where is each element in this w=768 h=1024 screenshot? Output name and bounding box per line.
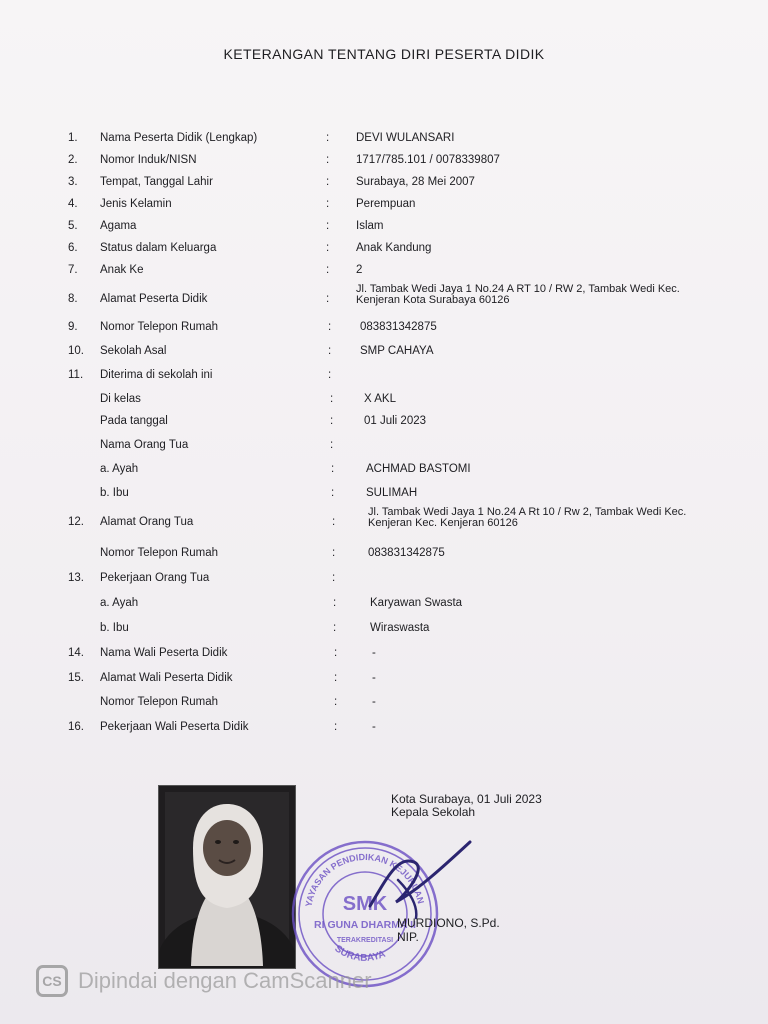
- row-number: 15.: [68, 672, 84, 684]
- row-label: a. Ayah: [100, 463, 139, 475]
- row-value: 083831342875: [360, 321, 437, 333]
- row-colon: :: [326, 293, 330, 305]
- row-label: Nama Peserta Didik (Lengkap): [100, 132, 258, 144]
- row-number: 4.: [68, 198, 78, 210]
- row-label: b. Ibu: [100, 622, 129, 634]
- row-number: 6.: [68, 242, 78, 254]
- row-colon: :: [334, 647, 338, 659]
- row-label: Nomor Telepon Rumah: [100, 547, 219, 559]
- form-row: [68, 571, 748, 591]
- row-label: Nomor Telepon Rumah: [100, 321, 219, 333]
- row-label: Nama Orang Tua: [100, 439, 189, 451]
- form-row: [68, 720, 748, 740]
- row-value: -: [372, 647, 376, 659]
- row-label: Alamat Peserta Didik: [100, 293, 208, 305]
- row-colon: :: [331, 487, 335, 499]
- document-title: KETERANGAN TENTANG DIRI PESERTA DIDIK: [223, 46, 545, 62]
- form-row: [68, 175, 748, 195]
- row-value: Karyawan Swasta: [370, 597, 463, 609]
- row-number: 5.: [68, 220, 78, 232]
- row-value: SULIMAH: [366, 487, 418, 499]
- signature-role: Kepala Sekolah: [391, 805, 476, 819]
- form-row: [68, 506, 748, 535]
- row-label: Pekerjaan Orang Tua: [100, 572, 210, 584]
- row-value-line: Jl. Tambak Wedi Jaya 1 No.24 A RT 10 / RW 2, Tambak Wedi Kec.: [356, 283, 680, 295]
- form-row: [68, 219, 748, 239]
- row-number: 11.: [68, 369, 84, 381]
- row-value: 01 Juli 2023: [364, 415, 427, 427]
- form-row: [68, 153, 748, 173]
- row-colon: :: [332, 572, 336, 584]
- row-value: -: [372, 721, 376, 733]
- form-row: [68, 546, 748, 566]
- row-colon: :: [330, 415, 334, 427]
- form-row: [68, 486, 748, 506]
- signer-name: MURDIONO, S.Pd.: [397, 916, 500, 930]
- stamp-school-name: RI GUNA DHARMA II: [314, 919, 416, 931]
- watermark-text: Dipindai dengan CamScanner: [78, 968, 372, 993]
- signature-block: [391, 793, 542, 819]
- row-value: 083831342875: [368, 547, 445, 559]
- signer-block: [397, 916, 500, 944]
- row-label: Diterima di sekolah ini: [100, 369, 213, 381]
- row-colon: :: [334, 721, 338, 733]
- row-colon: :: [328, 369, 332, 381]
- form-row: [68, 621, 748, 641]
- row-label: Alamat Wali Peserta Didik: [100, 672, 233, 684]
- row-colon: :: [326, 242, 330, 254]
- row-label: b. Ibu: [100, 487, 129, 499]
- row-value: Surabaya, 28 Mei 2007: [356, 176, 475, 188]
- signature-place-date: Kota Surabaya, 01 Juli 2023: [391, 792, 542, 806]
- row-number: 8.: [68, 293, 78, 305]
- row-colon: :: [332, 516, 336, 528]
- form-row: [68, 344, 748, 364]
- row-label: Anak Ke: [100, 264, 144, 276]
- row-label: Tempat, Tanggal Lahir: [100, 176, 213, 188]
- stamp-school-abbr: SMK: [342, 893, 388, 915]
- row-label: Sekolah Asal: [100, 345, 167, 357]
- row-colon: :: [334, 672, 338, 684]
- form-row: [68, 462, 748, 482]
- form-row: [68, 283, 748, 312]
- form-row: [68, 241, 748, 261]
- row-value: Wiraswasta: [370, 622, 430, 634]
- form-row: [68, 695, 748, 715]
- row-number: 13.: [68, 572, 84, 584]
- row-label: a. Ayah: [100, 597, 139, 609]
- form-row: [68, 263, 748, 283]
- row-number: 3.: [68, 176, 78, 188]
- row-value: -: [372, 672, 376, 684]
- row-label: Di kelas: [100, 393, 141, 405]
- row-number: 7.: [68, 264, 78, 276]
- row-value-line: Kenjeran Kec. Kenjeran 60126: [368, 517, 518, 529]
- form-row: [68, 392, 748, 412]
- stamp-top-arc-text: YAYASAN PENDIDIKAN KEJURUAN: [303, 851, 426, 908]
- student-portrait-image: [159, 786, 295, 968]
- row-number: 14.: [68, 647, 84, 659]
- row-colon: :: [326, 154, 330, 166]
- row-colon: :: [330, 393, 334, 405]
- stamp-accreditation: TERAKREDITASI: [336, 937, 394, 944]
- scanner-watermark: [36, 963, 372, 999]
- row-value: SMP CAHAYA: [360, 345, 434, 357]
- row-value: Anak Kandung: [356, 242, 432, 254]
- row-number: 16.: [68, 721, 84, 733]
- camscanner-logo-icon: CS: [36, 965, 68, 997]
- signature-scribble: [358, 836, 478, 926]
- signer-nip: NIP.: [397, 930, 419, 944]
- row-colon: :: [326, 220, 330, 232]
- row-value: ACHMAD BASTOMI: [366, 463, 471, 475]
- row-label: Status dalam Keluarga: [100, 242, 217, 254]
- form-row: [68, 646, 748, 666]
- form-row: [68, 320, 748, 340]
- form-row: [68, 197, 748, 217]
- row-colon: :: [332, 547, 336, 559]
- form-row: [68, 596, 748, 616]
- row-number: 10.: [68, 345, 84, 357]
- row-label: Nomor Induk/NISN: [100, 154, 197, 166]
- row-value: Islam: [356, 220, 384, 232]
- row-label: Nomor Telepon Rumah: [100, 696, 219, 708]
- row-colon: :: [333, 597, 337, 609]
- row-colon: :: [326, 264, 330, 276]
- row-value: 1717/785.101 / 0078339807: [356, 154, 500, 166]
- row-label: Jenis Kelamin: [100, 198, 172, 210]
- row-value: [368, 507, 748, 529]
- row-colon: :: [328, 345, 332, 357]
- student-photo: [159, 786, 295, 968]
- row-label: Agama: [100, 220, 137, 232]
- row-value: DEVI WULANSARI: [356, 132, 455, 144]
- row-colon: :: [333, 622, 337, 634]
- form-row: [68, 368, 748, 388]
- row-value: [356, 284, 736, 306]
- row-number: 2.: [68, 154, 78, 166]
- form-row: [68, 131, 748, 151]
- row-value-line: Jl. Tambak Wedi Jaya 1 No.24 A Rt 10 / Rw 2, Tambak Wedi Kec.: [368, 506, 687, 518]
- row-label: Pada tanggal: [100, 415, 168, 427]
- row-colon: :: [326, 198, 330, 210]
- row-number: 12.: [68, 516, 84, 528]
- row-value-line: Kenjeran Kota Surabaya 60126: [356, 294, 510, 306]
- row-colon: :: [334, 696, 338, 708]
- stamp-city-text: SURABAYA: [332, 943, 388, 964]
- row-colon: :: [330, 439, 334, 451]
- svg-text:SURABAYA: [332, 943, 387, 964]
- row-colon: :: [326, 176, 330, 188]
- row-label: Pekerjaan Wali Peserta Didik: [100, 721, 249, 733]
- row-number: 9.: [68, 321, 78, 333]
- form-row: [68, 414, 748, 434]
- row-value: -: [372, 696, 376, 708]
- form-row: [68, 671, 748, 691]
- row-label: Alamat Orang Tua: [100, 516, 194, 528]
- row-number: 1.: [68, 132, 78, 144]
- row-value: Perempuan: [356, 198, 416, 210]
- row-colon: :: [326, 132, 330, 144]
- row-colon: :: [328, 321, 332, 333]
- row-label: Nama Wali Peserta Didik: [100, 647, 228, 659]
- row-value: X AKL: [364, 393, 396, 405]
- form-row: [68, 438, 748, 458]
- row-colon: :: [331, 463, 335, 475]
- row-value: 2: [356, 264, 363, 276]
